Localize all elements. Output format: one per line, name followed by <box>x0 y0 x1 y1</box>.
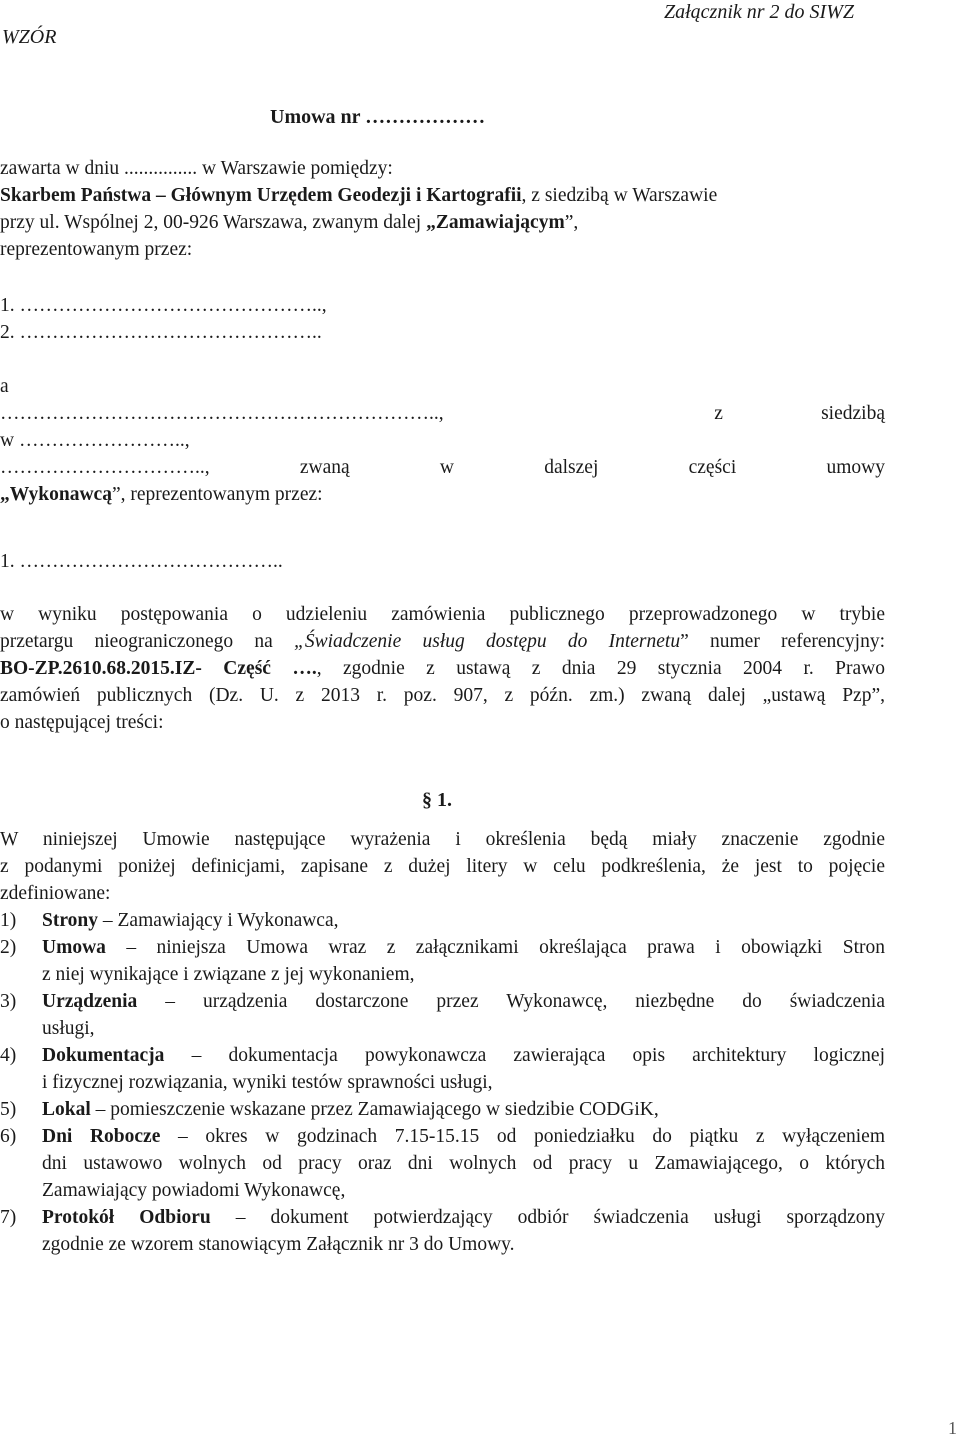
definition-text <box>42 907 885 934</box>
reference-number: BO-ZP.2610.68.2015.IZ- Część …. <box>0 658 317 679</box>
seat-w-line: w …………………….., <box>0 430 190 451</box>
defs-intro-l1: W niniejszej Umowie następujące wyrażenia i określenia będą miały znaczenie zgodnie <box>0 829 885 850</box>
rep-line-2: 2. ……………………………………….. <box>0 322 322 343</box>
definition-number: 1) <box>0 910 17 931</box>
contract-title: Umowa nr ……………… <box>270 106 486 128</box>
definition-line: – dokumentacja powykonawcza zawierająca opis architektury logicznej <box>164 1045 885 1066</box>
intro-line-2-rest: , z siedzibą w Warszawie <box>521 185 718 206</box>
intro-line-4: reprezentowanym przez: <box>0 239 193 260</box>
template-label: WZÓR <box>2 26 57 48</box>
definition-term: Protokół Odbioru <box>42 1207 211 1228</box>
rep-line-1: 1. ……………………………………….., <box>0 295 327 316</box>
definition-term: Dni Robocze <box>42 1126 161 1147</box>
definition-line: – urządzenia dostarczone przez Wykonawcę, niezbędne do świadczenia <box>137 991 885 1012</box>
procedure-line-2 <box>0 628 885 655</box>
definition-item <box>0 1096 885 1123</box>
definition-line: i fizycznej rozwiązania, wyniki testów sprawności usługi, <box>42 1072 493 1093</box>
contractor-dots: ………………………………………………………….., <box>0 403 444 424</box>
defs-intro-l2: z podanymi poniżej definicjami, zapisane z dużej litery w celu podkreślenia, że jest to pojęcie <box>0 856 885 877</box>
page-number: 1 <box>948 1418 957 1438</box>
procedure-l4: zamówień publicznych (Dz. U. z 2013 r. poz. 907, z późn. zm.) zwaną dalej „ustawą Pzp”, <box>0 685 885 706</box>
definition-line: z niej wynikające i związane z jej wykonaniem, <box>42 964 415 985</box>
party-name-bold: Skarbem Państwa – Głównym Urzędem Geodezji i Kartografii <box>0 185 522 206</box>
definition-text <box>42 1096 885 1123</box>
contractor-definition-line <box>0 481 323 508</box>
definition-line: usługi, <box>42 1018 95 1039</box>
procedure-line-1 <box>0 601 885 628</box>
word-zwana: zwaną <box>299 457 350 478</box>
conjunction-a: a <box>0 376 9 397</box>
defs-intro-line-2 <box>0 853 885 880</box>
defs-intro-line-3: zdefiniowane: <box>0 883 111 904</box>
definition-line: – Zamawiający i Wykonawca, <box>98 910 339 931</box>
intro-line-2 <box>0 182 717 209</box>
definition-item <box>0 934 885 988</box>
definition-term: Umowa <box>42 937 106 958</box>
contractor-name-dots: ………………………….., <box>0 457 210 478</box>
wykonawca-term: „Wykonawcą <box>0 484 112 505</box>
definition-term: Lokal <box>42 1099 91 1120</box>
seat-z: z <box>714 403 723 424</box>
procedure-line-4 <box>0 682 885 709</box>
procedure-line-5: o następującej treści: <box>0 712 164 733</box>
definition-item <box>0 1123 885 1204</box>
intro-line-3-a: przy ul. Wspólnej 2, 00-926 Warszawa, zwanym dalej <box>0 212 427 233</box>
definition-text <box>42 1123 885 1204</box>
definition-text <box>42 1042 885 1096</box>
definition-number: 3) <box>0 991 17 1012</box>
definition-line: – okres w godzinach 7.15-15.15 od poniedziałku do piątku z wyłączeniem <box>160 1126 885 1147</box>
procedure-l3-rest: , zgodnie z ustawą z dnia 29 stycznia 2004 r. Prawo <box>316 658 885 679</box>
seat-word: siedzibą <box>821 403 885 424</box>
definition-item <box>0 907 885 934</box>
definition-line: zgodnie ze wzorem stanowiącym Załącznik nr 3 do Umowy. <box>42 1234 515 1255</box>
zamawiajacy-term: „Zamawiającym <box>426 212 565 233</box>
procedure-l2a: przetargu nieograniczonego na <box>0 631 294 652</box>
definition-number: 2) <box>0 937 17 958</box>
definition-line: – niniejsza Umowa wraz z załącznikami określająca prawa i obowiązki Stron <box>105 937 885 958</box>
contractor-name-line <box>0 454 885 481</box>
definition-text <box>42 934 885 988</box>
word-dalszej: dalszej <box>544 457 599 478</box>
definition-item <box>0 988 885 1042</box>
section-heading: § 1. <box>422 789 452 811</box>
definition-text <box>42 1204 885 1258</box>
definitions-list <box>0 907 885 1258</box>
word-czesci: części <box>688 457 737 478</box>
definition-number: 7) <box>0 1207 17 1228</box>
definition-item <box>0 1204 885 1258</box>
procedure-subject: „Świadczenie usług dostępu do Internetu <box>294 631 681 652</box>
definition-term: Strony <box>42 910 98 931</box>
definition-number: 5) <box>0 1099 17 1120</box>
procedure-l2b: ” numer referencyjny: <box>680 631 885 652</box>
definition-line: – pomieszczenie wskazane przez Zamawiającego w siedzibie CODGiK, <box>90 1099 659 1120</box>
intro-line-3-b: ”, <box>564 212 579 233</box>
definition-term: Dokumentacja <box>42 1045 165 1066</box>
definition-term: Urządzenia <box>42 991 138 1012</box>
procedure-l1: w wyniku postępowania o udzieleniu zamówienia publicznego przeprowadzonego w trybie <box>0 604 885 625</box>
definition-number: 4) <box>0 1045 17 1066</box>
procedure-line-3 <box>0 655 885 682</box>
definition-number: 6) <box>0 1126 17 1147</box>
definition-line: Zamawiający powiadomi Wykonawcę, <box>42 1180 346 1201</box>
defs-intro-line-1 <box>0 826 885 853</box>
wykonawca-rest: ”, reprezentowanym przez: <box>111 484 323 505</box>
word-w: w <box>439 457 454 478</box>
intro-line-3 <box>0 209 578 236</box>
intro-line-1: zawarta w dniu ............... w Warszawie pomiędzy: <box>0 158 393 179</box>
contractor-seat-line <box>0 400 885 427</box>
rep-line-3: 1. ………………………………….. <box>0 551 283 572</box>
definition-item <box>0 1042 885 1096</box>
word-umowy: umowy <box>826 457 885 478</box>
attachment-label: Załącznik nr 2 do SIWZ <box>664 1 854 23</box>
definition-line: – dokument potwierdzający odbiór świadczenia usługi sporządzony <box>210 1207 885 1228</box>
definition-text <box>42 988 885 1042</box>
definition-line: dni ustawowo wolnych od pracy oraz dni wolnych od pracy u Zamawiającego, o których <box>42 1153 885 1174</box>
